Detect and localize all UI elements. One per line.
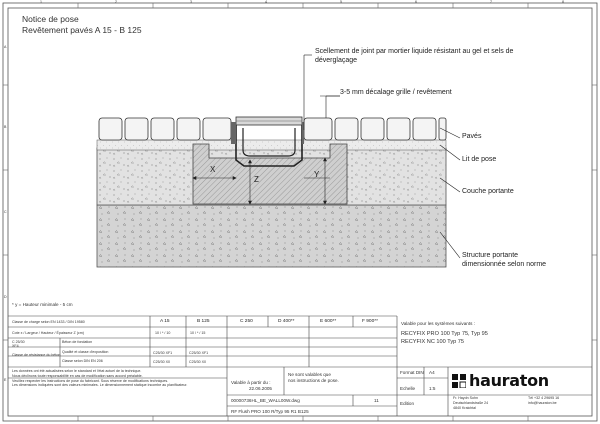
valid-from-label: Valable à partir du :	[231, 380, 271, 385]
title-line-2: Revêtement pavés A 15 - B 125	[22, 25, 142, 35]
company-contact: Tél +32 4 29695 16 info@hauraton.be	[528, 396, 560, 405]
drawing-file: 00000736HL_BE_WALL00W.dwg	[231, 398, 300, 403]
row1-b125: 10 / * / 15	[190, 331, 206, 335]
class-e600: E 600**	[320, 319, 337, 324]
validity-title: Valable pour les systèmes suivants :	[401, 321, 475, 326]
column-mark-2: 2	[115, 0, 117, 4]
column-mark-4: 4	[265, 0, 267, 4]
title-line-1: Notice de pose	[22, 14, 79, 24]
row3-sub: Classe selon DIN EN 206	[62, 359, 103, 363]
format-value: A4	[429, 370, 435, 375]
valid-from-value: 22.06.2005	[249, 386, 272, 391]
logo-mark-icon	[452, 374, 466, 388]
column-mark-5: 5	[340, 0, 342, 4]
validity-block	[401, 320, 488, 346]
validity-line-1: RECYFIX PRO 100 Typ 75, Typ 95	[401, 331, 488, 337]
row2-sub1: Béton de fondation	[62, 340, 93, 344]
validity-line-2: RECYFIX NC 100 Typ 75	[401, 339, 465, 345]
class-d400: D 400**	[278, 319, 295, 324]
column-mark-8: 8	[562, 0, 564, 4]
row-mark-e: E	[4, 378, 7, 382]
column-mark-1: 1	[40, 0, 42, 4]
row2-sub2: Qualité et classe d'exposition	[62, 350, 109, 354]
callout-paves: Pavés	[462, 133, 482, 140]
sheet-title	[22, 14, 142, 36]
row-mark-b: B	[4, 125, 7, 129]
class-a15: A 15	[160, 319, 170, 324]
dimension-label-z: Z	[254, 175, 259, 184]
row1-label: Cote x / Largeur / Hauteur / Épaisseur Z (cm)	[12, 331, 84, 335]
row-mark-a: A	[4, 45, 7, 49]
row2-label-b: XF4	[12, 344, 19, 348]
class-c250: C 250	[240, 319, 253, 324]
dimension-label-y: Y	[314, 170, 320, 179]
row4-b125: C25/30 XF1	[189, 351, 209, 355]
callout-couche-portante: Couche portante	[462, 188, 514, 195]
scale-value: 1:5	[429, 386, 436, 391]
footnote: * y = Hauteur minimale - 5 cm	[12, 302, 73, 307]
row4-a15-alt: C25/30 X0	[153, 360, 170, 364]
not-valid-label-2: nos instructions de pose.	[288, 378, 339, 383]
load-class-header: Classe de charge selon EN 1433 / DIN 19580	[12, 320, 85, 324]
format-label: Format DIN	[400, 370, 424, 375]
row2-label-a: C 25/30	[12, 340, 25, 344]
row-mark-d: D	[4, 295, 7, 299]
logo-text: hauraton	[469, 371, 549, 390]
dimension-label-x: X	[210, 165, 216, 174]
class-b125: B 125	[197, 319, 210, 324]
drawing-rev: 11	[374, 398, 379, 403]
class-f900: F 900**	[362, 319, 378, 324]
callout-structure-portante: Structure portante dimensionnée selon norme	[462, 252, 547, 268]
edition-label: Edition	[400, 401, 415, 406]
company-address: Fr. Haydn Sohn Deutschlandstraße 24 4840 Kraichtal	[453, 396, 489, 410]
callout-lit-de-pose: Lit de pose	[462, 156, 497, 163]
row4-a15: C25/30 XF1	[153, 351, 173, 355]
callout-offset: 3-5 mm décalage grille / revêtement	[340, 89, 452, 96]
column-mark-6: 6	[415, 0, 417, 4]
row4-b125-alt: C25/30 X0	[189, 360, 206, 364]
scale-label: Echelle	[400, 386, 416, 391]
not-valid-label: Ne sont valables que	[288, 372, 331, 377]
drawing-name: RF Flush PRO 100 R/Typ 95 R1 B125	[231, 409, 309, 414]
callout-joint-mortar: Scellement de joint par mortier liquide résistant au gel et sels de déverglaçage	[315, 48, 514, 64]
column-mark-3: 3	[190, 0, 192, 4]
row3-label: Classe de résistance du béton	[12, 353, 61, 357]
row-mark-c: C	[4, 210, 7, 214]
row1-a15: 10 / * / 10	[155, 331, 171, 335]
notes-block: Les données ont été actualisées selon le standard et l'état actuel de la technique. Nous déclinons toute responsabilité en cas de modification sans accord préalable. Veuillez respecter les instructions de pose du fabricant. Sous réserve de modifications techniques. Les dimensions indiquées sont des valeurs minimales. Le dimensionnement statique incombe au planificateur.	[12, 369, 188, 388]
column-mark-7: 7	[490, 0, 492, 4]
